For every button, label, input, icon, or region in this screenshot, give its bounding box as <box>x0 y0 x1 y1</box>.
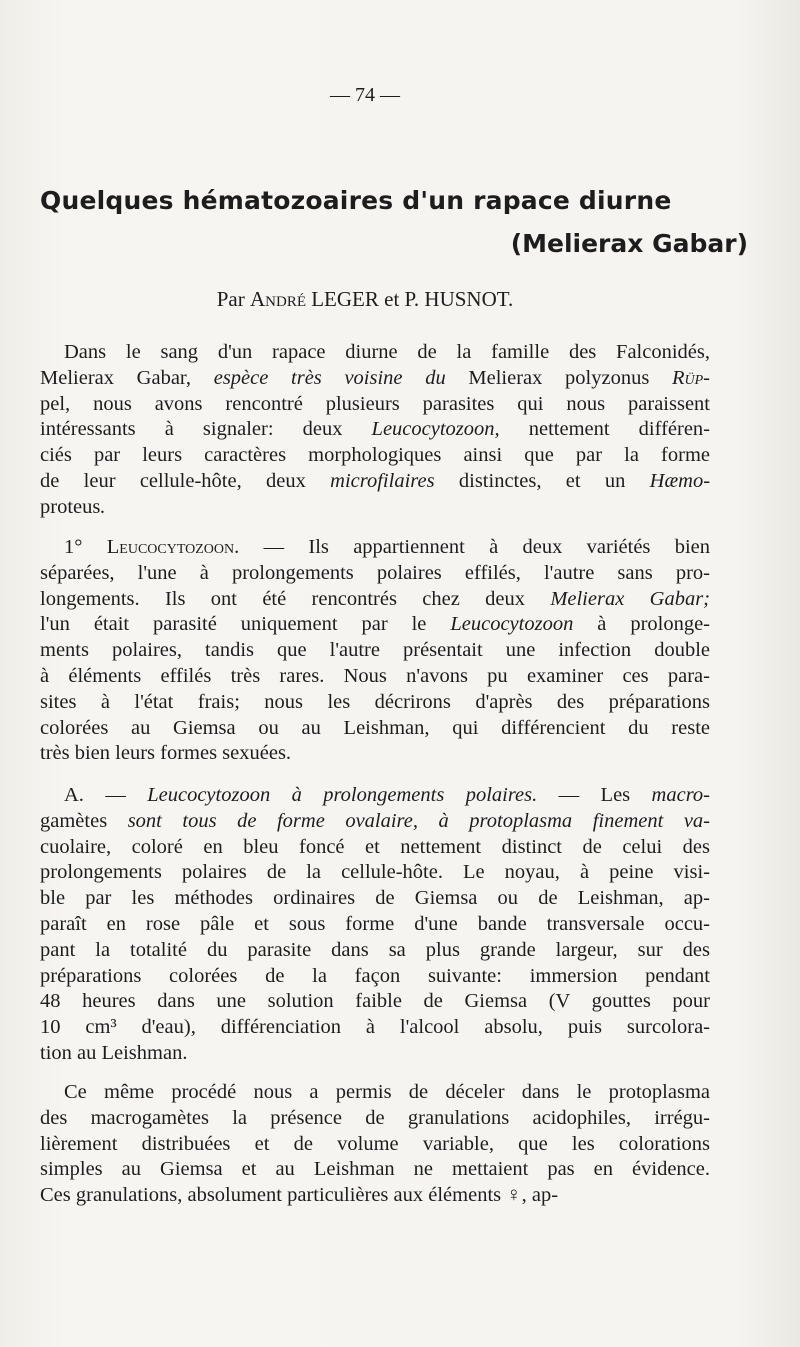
text-line: colorées au Giemsa ou au Leishman, qui différencient du reste <box>40 716 710 739</box>
text-line <box>40 366 710 392</box>
italic-segment: sont tous de forme ovalaire, à protoplasma finement va- <box>107 809 710 832</box>
text-line: Dans le sang d'un rapace diurne de la famille des Falconidés, <box>64 341 710 363</box>
text-segment: nettement différen- <box>499 418 710 441</box>
italic-segment: Rüp- <box>649 366 710 389</box>
paragraph-3 <box>40 783 710 1067</box>
text-segment: — Les <box>537 784 652 806</box>
italic-segment: Leucocytozoon, <box>371 418 500 441</box>
author-et: et <box>384 287 400 311</box>
text-line <box>40 809 710 835</box>
text-line: séparées, l'une à prolongements polaires effilés, l'autre sans pro- <box>40 561 710 584</box>
text-line: préparations colorées de la façon suivante: immersion pendant <box>40 964 710 987</box>
text-line: pant la totalité du parasite dans sa plus grande largeur, sur des <box>40 938 710 961</box>
text-line <box>40 587 710 613</box>
text-segment: 1° <box>64 536 107 558</box>
author-par: Par <box>216 287 245 311</box>
text-line: Ces granulations, absolument particulières aux éléments ♀, ap- <box>40 1184 559 1207</box>
text-line <box>40 783 710 809</box>
italic-segment: Leucocytozoon <box>450 613 574 636</box>
text-segment: Melierax polyzonus <box>468 366 650 389</box>
text-segment: à prolonge- <box>573 613 711 636</box>
text-line: Ce même procédé nous a permis de déceler dans le protoplasma <box>64 1081 710 1103</box>
italic-segment: . <box>100 495 106 518</box>
text-line <box>40 495 710 521</box>
italic-segment: Melierax Gabar; <box>550 587 710 610</box>
italic-segment: Leucocytozoon. <box>106 536 240 558</box>
text-line: 48 heures dans une solution faible de Giemsa (V gouttes pour <box>40 990 710 1013</box>
italic-segment: Hæmo- <box>649 469 711 492</box>
italic-segment: microfilaires <box>330 469 435 492</box>
text-line: pel, nous avons rencontré plusieurs parasites qui nous paraissent <box>40 392 710 415</box>
text-segment: longements. Ils ont été rencontrés chez deux <box>40 587 551 610</box>
page-number: — 74 — <box>330 84 400 106</box>
text-line: sites à l'état frais; nous les décrirons d'après des préparations <box>40 690 710 713</box>
text-segment: — Ils appartiennent à deux variétés bien <box>239 536 710 558</box>
text-segment: l'un était parasité uniquement par le <box>40 613 451 636</box>
article-title-line-2: (Melierax Gabar) <box>510 229 748 258</box>
author-line <box>0 287 730 312</box>
text-line <box>40 417 710 443</box>
author-first-given-name: André <box>249 287 306 311</box>
text-segment: proteus <box>40 495 101 518</box>
italic-segment: Leucocytozoon à prolongements polaires. <box>147 784 538 806</box>
text-line: simples au Giemsa et au Leishman ne mettaient pas en évidence. <box>40 1158 710 1181</box>
author-first-surname: LEGER <box>311 287 379 311</box>
paragraph-4 <box>40 1080 710 1209</box>
article-title-line-1: Quelques hématozoaires d'un rapace diurne <box>40 186 672 215</box>
text-line <box>40 535 710 561</box>
text-line: 10 cm³ d'eau), différenciation à l'alcool absolu, puis surcolora- <box>40 1016 710 1039</box>
text-line: ments polaires, tandis que l'autre présentait une infection double <box>40 639 710 662</box>
paragraph-2 <box>40 535 710 767</box>
text-line: à éléments effilés très rares. Nous n'avons pu examiner ces para- <box>40 664 710 687</box>
text-line: tion au Leishman. <box>40 1041 188 1064</box>
text-line <box>40 612 710 638</box>
text-line: des macrogamètes la présence de granulations acidophiles, irrégu- <box>40 1106 710 1129</box>
text-segment: gamètes <box>40 809 108 832</box>
paragraph-1 <box>40 340 710 521</box>
text-segment: de leur cellule-hôte, deux <box>40 469 331 492</box>
text-segment: distinctes, et un <box>434 469 650 492</box>
text-line: prolongements polaires de la cellule-hôte. Le noyau, à peine visi- <box>40 861 710 884</box>
text-line <box>40 469 710 495</box>
text-line: paraît en rose pâle et sous forme d'une bande transversale occu- <box>40 912 710 935</box>
text-segment: A. — <box>64 784 148 806</box>
text-line: très bien leurs formes sexuées. <box>40 742 292 765</box>
italic-segment: macro- <box>651 784 710 806</box>
text-line: cuolaire, coloré en bleu foncé et nettement distinct de celui des <box>40 835 710 858</box>
author-second: P. HUSNOT. <box>404 287 514 311</box>
text-line: ble par les méthodes ordinaires de Giemsa ou de Leishman, ap- <box>40 887 710 910</box>
text-segment: intéressants à signaler: deux <box>40 418 372 441</box>
text-line: lièrement distribuées et de volume variable, que les colorations <box>40 1132 710 1155</box>
text-line: ciés par leurs caractères morphologiques ainsi que par la forme <box>40 444 710 467</box>
italic-segment: espèce très voisine du <box>191 366 469 389</box>
text-segment: Melierax Gabar, <box>40 366 192 389</box>
